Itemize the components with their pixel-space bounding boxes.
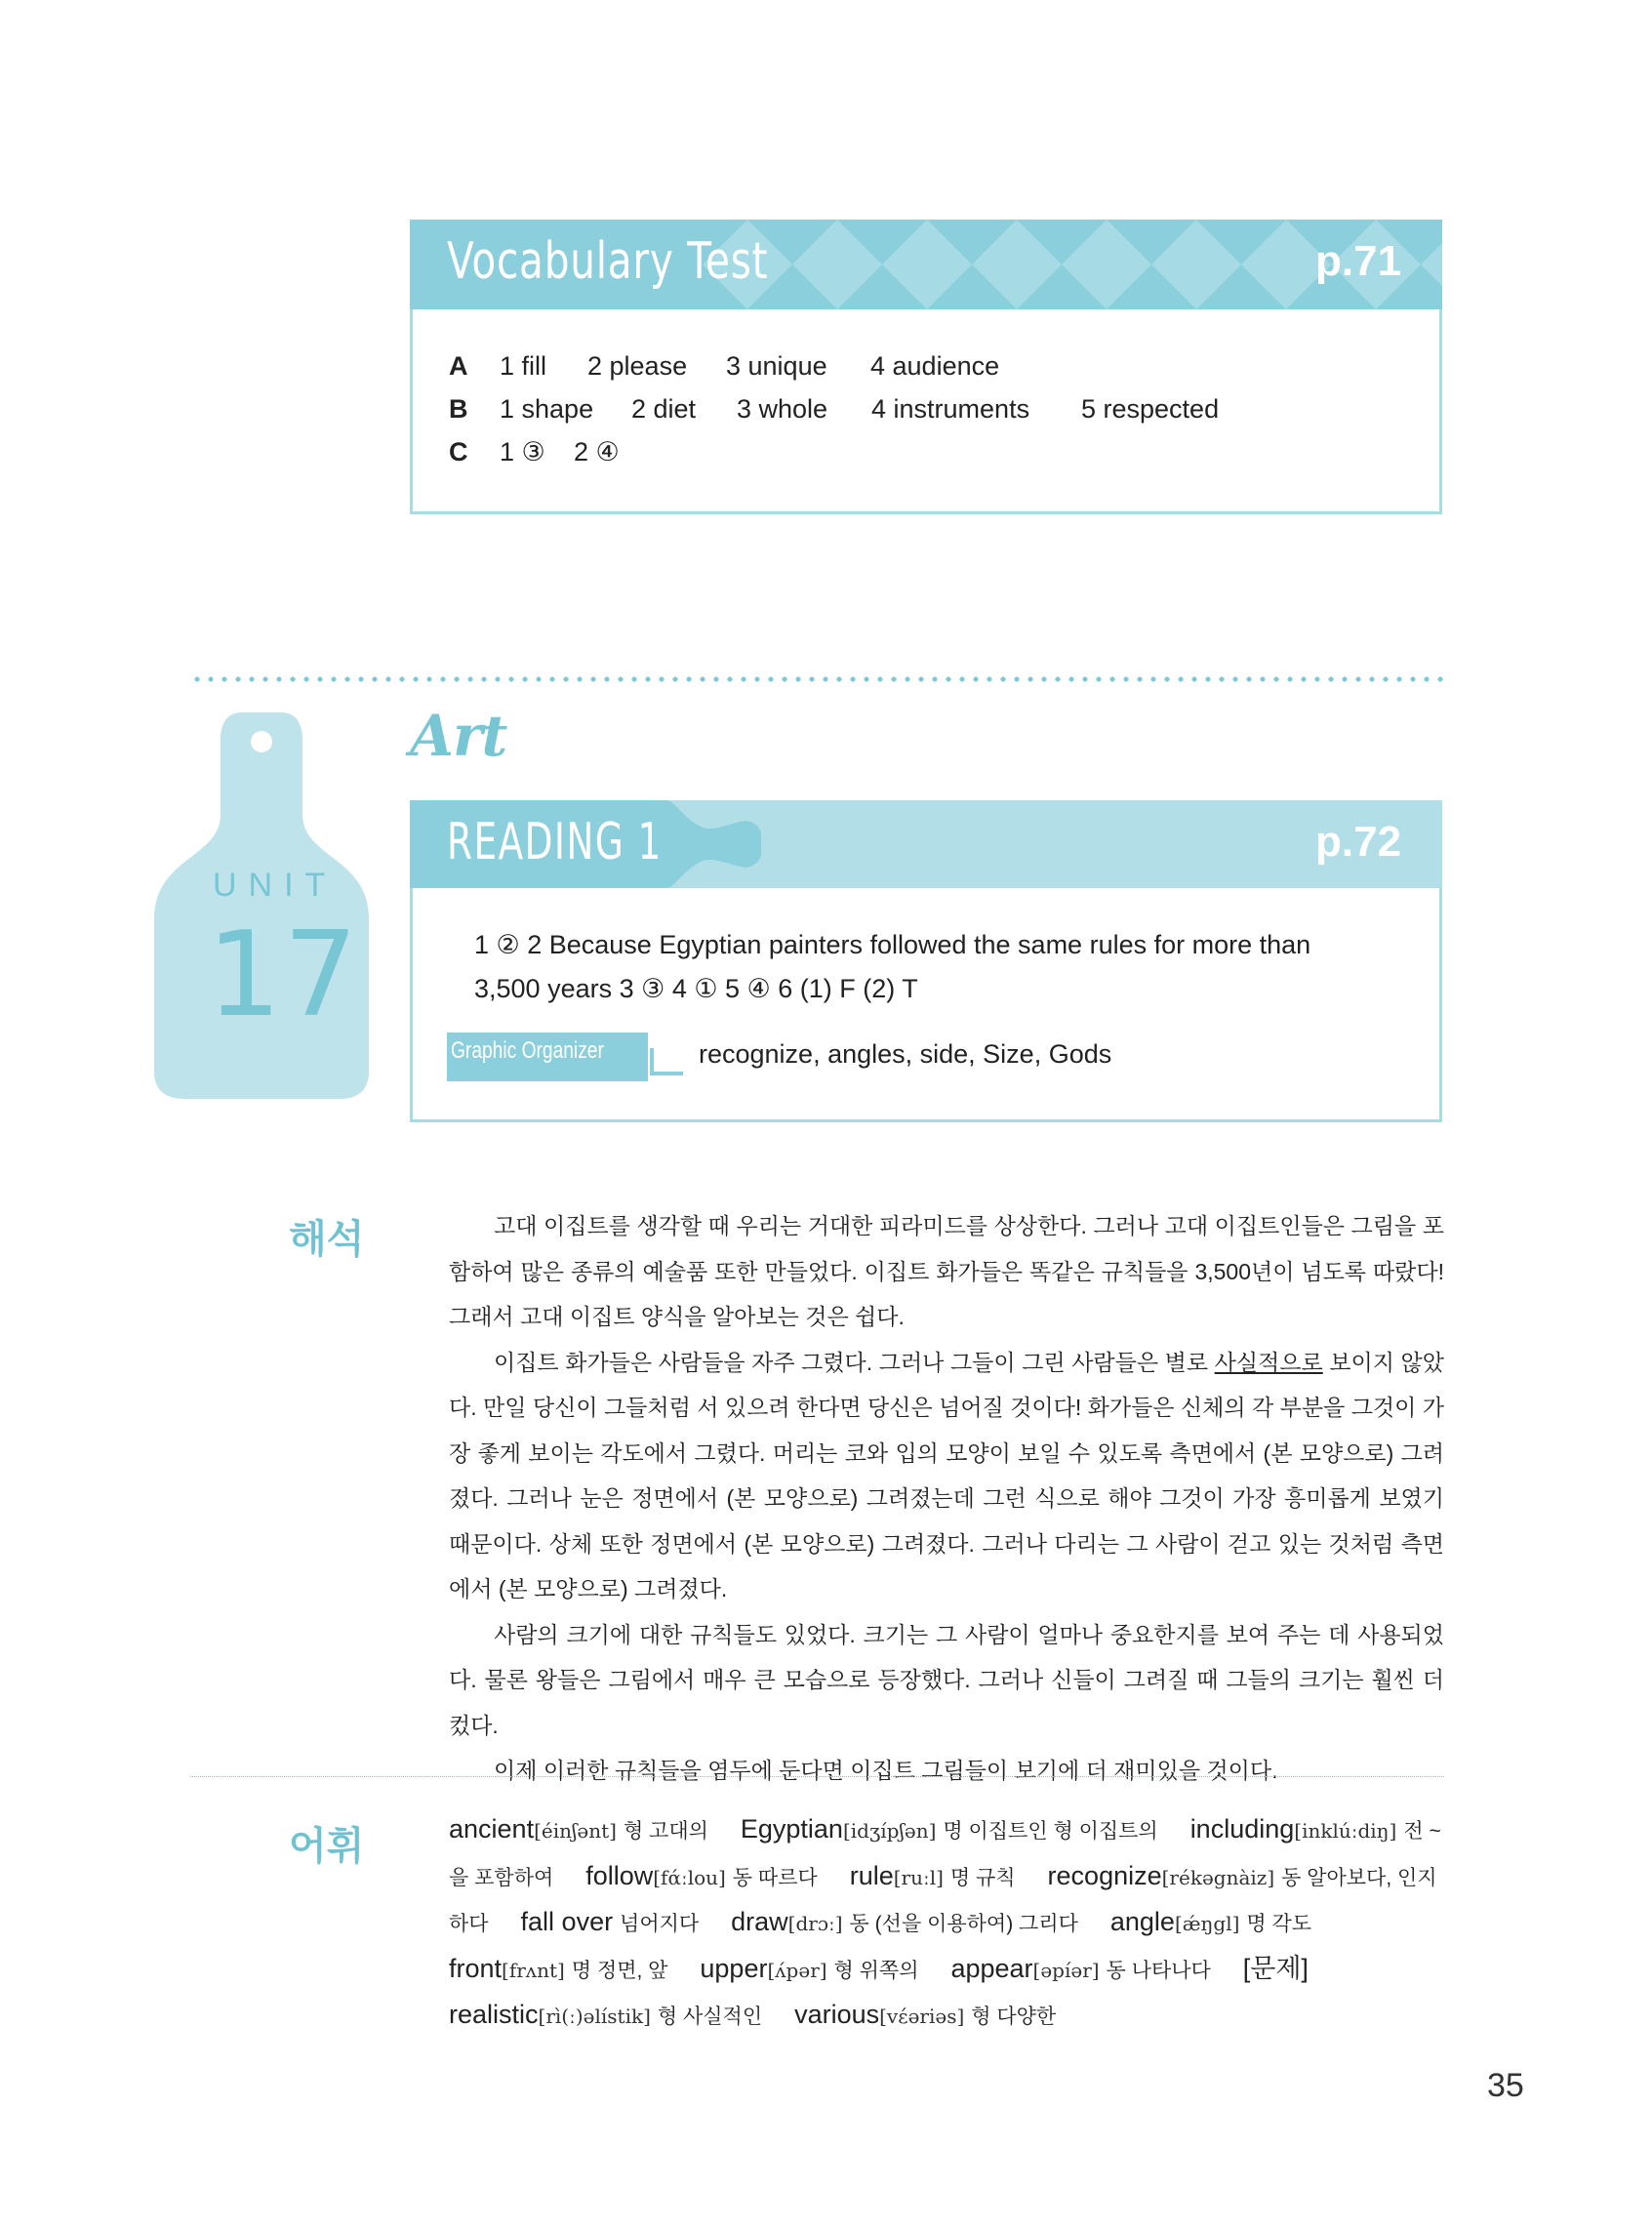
translation-paragraph: 사람의 크기에 대한 규칙들도 있었다. 크기는 그 사람이 얼마나 중요한지를 보여 주는 데 사용되었다. 물론 왕들은 그림에서 매우 큰 모습으로 등장했다. 그러나 신들이 그려질 때 그들의 크기는 훨씬 더 컸다. — [449, 1621, 1444, 1738]
vocab-word: fall over — [520, 1907, 614, 1936]
vocabulary-label: 어휘 — [289, 1825, 365, 1868]
vocab-meaning: 명 규칙 — [949, 1866, 1016, 1889]
vocab-meaning: 형 사실적인 — [657, 2006, 763, 2028]
vocab-word: ancient — [449, 1814, 535, 1844]
vocab-entry — [1110, 1909, 1337, 1936]
vocab-phonetic: [ʌ́pər] — [767, 1958, 827, 1982]
vocab-phonetic: [ruːl] — [893, 1865, 944, 1889]
vocab-meaning: 동 (선을 이용하여) 그리다 — [849, 1913, 1078, 1935]
vocab-word: including — [1189, 1814, 1295, 1844]
answer: 2 diet — [631, 394, 697, 424]
vocab-word: draw — [731, 1907, 788, 1936]
reading-answers-line2: 3,500 years 3 ③ 4 ① 5 ④ 6 (1) F (2) T — [474, 974, 918, 1003]
translation-paragraph — [449, 1340, 1444, 1612]
vocab-entry — [449, 1953, 693, 1983]
vocab-word: appear — [950, 1953, 1033, 1983]
vocab-phonetic: [frʌnt] — [502, 1958, 565, 1982]
vocab-word: front — [449, 1953, 503, 1983]
vocab-entry — [449, 1816, 734, 1844]
vocab-meaning: 동 따르다 — [732, 1866, 818, 1889]
row-label: B — [449, 394, 468, 424]
vocab-phonetic: [rékəgnàiz] — [1161, 1865, 1275, 1889]
answer: 3 unique — [726, 351, 827, 381]
vocab-meaning: 명 정면, 앞 — [571, 1959, 668, 1982]
vocab-phonetic: [fάːlou] — [653, 1865, 726, 1889]
vocab-phonetic: [ǽŋgl] — [1174, 1912, 1240, 1935]
vocab-entry — [794, 2002, 1081, 2029]
vocab-meaning: 형 고대의 — [623, 1820, 708, 1843]
vocab-phonetic: [éinʃənt] — [534, 1819, 617, 1843]
translation-paragraph: 이제 이러한 규칙들을 염두에 둔다면 이집트 그림들이 보기에 더 재미있을 것이다. — [494, 1758, 1278, 1783]
vocab-phonetic: [vέəriəs] — [879, 2005, 965, 2028]
section-divider — [190, 1776, 1444, 1777]
reading-answers-line1: 1 ② 2 Because Egyptian painters followed the same rules for more than — [474, 930, 1311, 959]
vocab-meaning: 명 이집트인 형 이집트의 — [943, 1820, 1158, 1843]
vocab-word: [문제] realistic — [449, 1953, 1309, 2029]
vocab-word: Egyptian — [740, 1814, 843, 1844]
text: 이집트 화가들은 사람들을 자주 그렸다. 그러나 그들이 그린 사람들은 별로 — [494, 1349, 1215, 1375]
answer: 1 shape — [500, 394, 594, 424]
vocab-entry — [700, 1953, 944, 1983]
vocab-phonetic: [idʒípʃən] — [842, 1819, 937, 1843]
page-number: 35 — [1487, 2067, 1524, 2104]
answer: 4 instruments — [871, 394, 1030, 424]
vocab-entry — [849, 1860, 1041, 1890]
vocab-word: recognize — [1047, 1860, 1162, 1890]
vocab-test-page: p.71 — [1315, 237, 1402, 285]
translation-paragraph: 고대 이집트를 생각할 때 우리는 거대한 피라미드를 상상한다. 그러나 고대 이집트인들은 그림을 포함하여 많은 종류의 예술품 또한 만들었다. 이집트 화가들은 똑같은 규칙들을 3,500년이 넘도록 따랐다! 그래서 고대 이집트 양식을 알아보는 것은 쉽다. — [449, 1213, 1444, 1329]
vocab-phonetic: [rì(ː)əlístik] — [538, 2005, 651, 2028]
vocab-entry — [731, 1909, 1104, 1936]
row-label: C — [449, 437, 468, 466]
vocab-meaning: 동 나타나다 — [1106, 1959, 1211, 1982]
vocab-row-b — [449, 394, 1219, 425]
vocab-word: angle — [1109, 1907, 1175, 1936]
subject-title: Art — [410, 703, 507, 769]
row-label: A — [449, 351, 468, 381]
answer: 2 please — [587, 351, 688, 381]
vocabulary-list — [449, 1807, 1454, 2040]
vocab-phonetic: [inklúːdiŋ] — [1294, 1819, 1397, 1843]
underlined-text: 사실적으로 — [1214, 1349, 1323, 1375]
reading-page: p.72 — [1315, 818, 1402, 866]
vocab-entry — [585, 1860, 843, 1890]
answer: 3 whole — [737, 394, 828, 424]
answer: 5 respected — [1081, 394, 1220, 424]
vocab-entry — [741, 1816, 1184, 1844]
vocab-row-c — [449, 437, 620, 467]
vocab-meaning: 전 ~을 포함하여 — [449, 1820, 1441, 1889]
vocab-entry — [521, 1909, 725, 1936]
tag-connector-icon — [648, 1046, 687, 1079]
vocab-meaning: 명 각도 — [1246, 1913, 1312, 1935]
translation-label: 해석 — [289, 1218, 365, 1261]
vocab-word: rule — [849, 1860, 894, 1890]
vocab-phonetic: [drɔː] — [787, 1912, 843, 1935]
vocab-meaning: 형 다양한 — [971, 2006, 1057, 2028]
answer: 1 fill — [500, 351, 547, 381]
vocab-entry — [950, 1953, 1235, 1983]
reading-title: READING 1 — [447, 813, 663, 871]
vocab-word: upper — [700, 1953, 768, 1983]
unit-number: 17 — [207, 908, 360, 1043]
vocab-phonetic: [əpíər] — [1032, 1958, 1100, 1982]
vocab-meaning: 동 알아보다, 인지하다 — [449, 1866, 1437, 1935]
vocab-meaning: 넘어지다 — [620, 1913, 700, 1935]
translation-body — [449, 1203, 1444, 1794]
dotted-divider — [190, 676, 1449, 682]
answer: 1 ③ — [500, 437, 545, 466]
text: 보이지 않았다. 만일 당신이 그들처럼 서 있으려 한다면 당신은 넘어질 것이다! 화가들은 신체의 각 부분을 그것이 가장 좋게 보이는 각도에서 그렸다. 머리는 코와 입의 모양이 보일 수 있도록 측면에서 (본 모양으로) 그려졌다. 그러나 눈은 정면에서 (본 모양으로) 그려졌는데 그런 식으로 해야 그것이 가장 흥미롭게 보였기 때문이다. 상체 또한 정면에서 (본 모양으로) 그려졌다. 그러나 다리는 그 사람이 걷고 있는 것처럼 측면에서 (본 모양으로) 그려졌다. — [449, 1349, 1444, 1601]
unit-label: UNIT — [213, 867, 338, 904]
vocab-word: various — [794, 2000, 880, 2029]
graphic-organizer-answer: recognize, angles, side, Size, Gods — [699, 1039, 1112, 1069]
vocab-row-a — [449, 351, 999, 382]
answer: 4 audience — [870, 351, 1000, 381]
answer: 2 ④ — [574, 437, 620, 466]
vocab-meaning: 형 위쪽의 — [833, 1959, 919, 1982]
vocab-word: follow — [585, 1860, 654, 1890]
vocab-test-title: Vocabulary Test — [447, 232, 769, 291]
graphic-organizer-label: Graphic Organizer — [451, 1037, 604, 1064]
